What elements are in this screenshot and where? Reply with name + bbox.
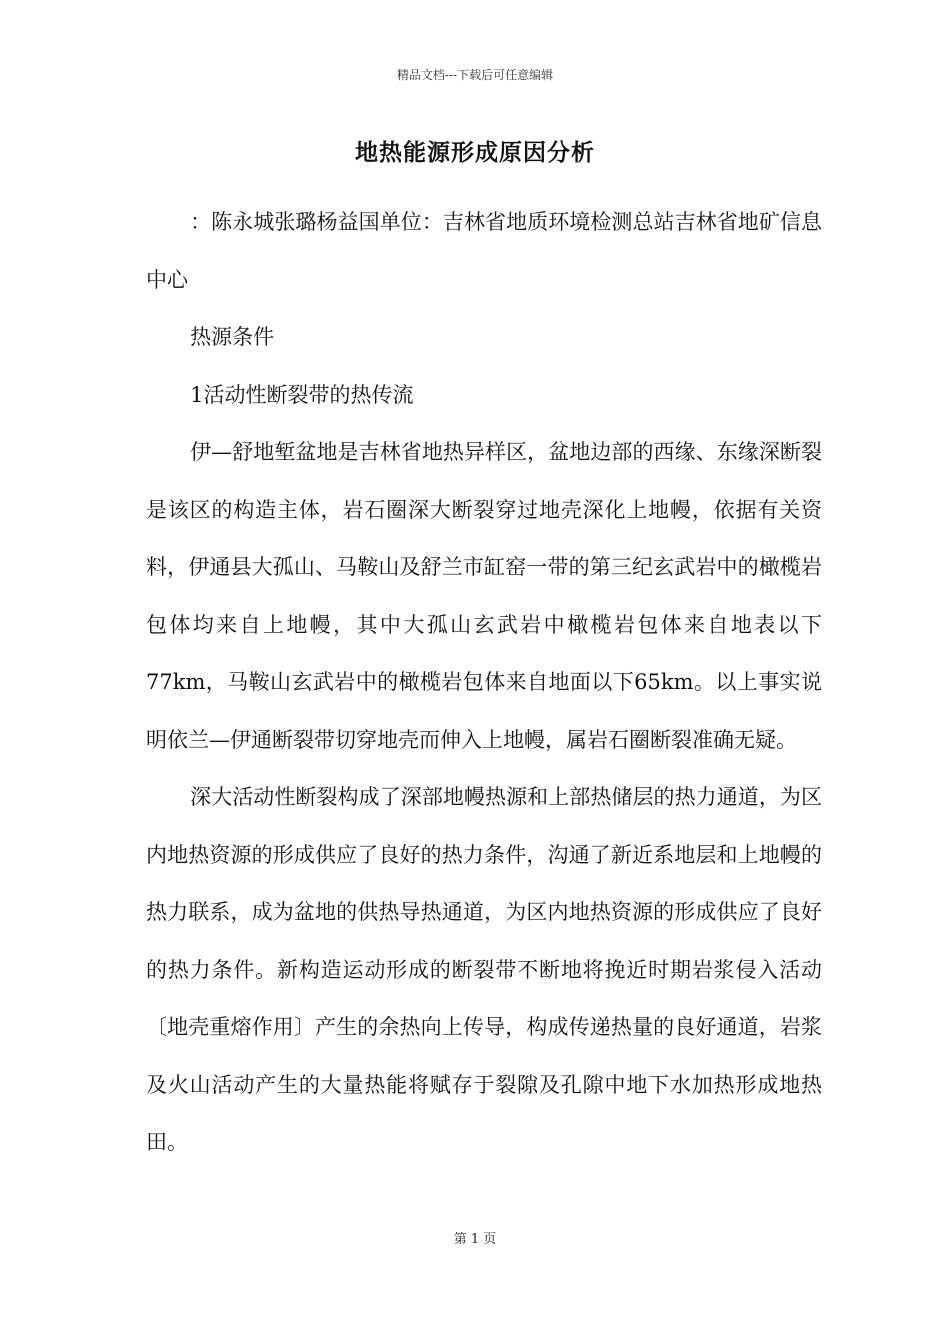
header-note: 精品文档---下载后可任意编辑 — [396, 68, 554, 82]
body-paragraph: 伊—舒地堑盆地是吉林省地热异样区，盆地边部的西缘、东缘深断裂是该区的构造主体，岩石圈深大断裂穿过地壳深化上地幔，依据有关资料，伊通县大孤山、马鞍山及舒兰市缸窑一带的第三纪玄武岩中的橄榄岩包体均来自上地幔，其中大孤山玄武岩中橄榄岩包体来自地表以下77km，马鞍山玄武岩中的橄榄岩包体来自地面以下65km。以上事实说明依兰—伊通断裂带切穿地壳而伸入上地幔，属岩石圈断裂准确无疑。 — [146, 440, 822, 752]
section-heading-heat-source: 热源条件 — [190, 325, 275, 349]
document-body — [146, 194, 822, 1172]
author-affiliation-paragraph: ：陈永城张璐杨益国单位：吉林省地质环境检测总站吉林省地矿信息中心 — [146, 210, 822, 292]
document-title: 地热能源形成原因分析 — [355, 139, 595, 166]
page-number: 第 1 页 — [453, 1232, 497, 1247]
body-paragraph: 深大活动性断裂构成了深部地幔热源和上部热储层的热力通道，为区内地热资源的形成供应了良好的热力条件，沟通了新近系地层和上地幔的热力联系，成为盆地的供热导热通道，为区内地热资源的形成供应了良好的热力条件。新构造运动形成的断裂带不断地将挽近时期岩浆侵入活动〔地壳重熔作用〕产生的余热向上传导，构成传递热量的良好通道，岩浆及火山活动产生的大量热能将赋存于裂隙及孔隙中地下水加热形成地热田。 — [146, 785, 822, 1154]
subsection-heading-fault-heat-flow: 1活动性断裂带的热传流 — [190, 382, 414, 407]
